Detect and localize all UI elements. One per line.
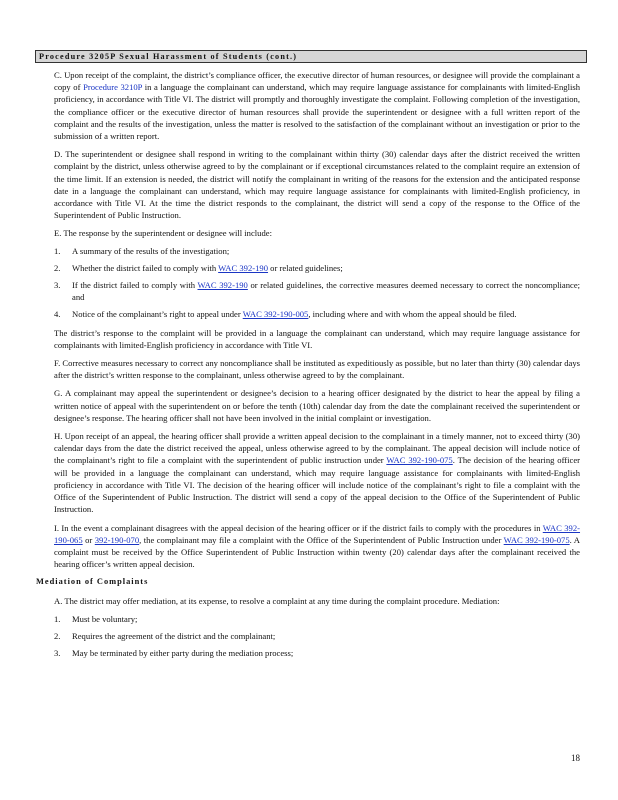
list-number: 1. [54, 613, 61, 624]
page-number: 18 [571, 753, 580, 763]
wac-392-190-075-link[interactable]: WAC 392-190-075 [503, 534, 570, 545]
response-language-paragraph: The district’s response to the complaint will be provided in a language the complainant can understand, which may require language assistance for complainants with limited-English proficiency in accordance with Title VI. [54, 327, 580, 350]
paragraph-i-text-cont: . A complaint must be received by the Office Superintendent of Public Instruction within twenty (20) calendar days after the complainant received the hearing officer’s written appeal decision. [54, 534, 580, 570]
list-item-text: Requires the agreement of the district and the complainant; [72, 630, 276, 641]
paragraph-h-text-cont: . The decision of the hearing officer will be provided in a language the complainant can understand, which may require language assistance for complainants with limited-English proficiency in accordance with Title VI. The decision of the hearing officer will include notice of the complainant’s right to file a complaint with the Office of the Superintendent of Public Instruction. The district will send a copy of the appeal decision to the Office of the Superintendent of Public Instruction. [54, 455, 581, 515]
paragraph-g: G. A complainant may appeal the superintendent or designee’s decision to a hearing officer designated by the district to hear the appeal by filing a written notice of appeal with the superintendent on or before the tenth (10th) calendar day from the date the complainant received the superintendent or designee’s response. The hearing officer shall not have been involved in the initial complaint or investigation. [54, 388, 580, 423]
paragraph-c-text-cont: in a language the complainant can understand, which may require language assistance for complainants with limited-English proficiency, in accordance with Title VI. The district will promptly and thoroughly investigate the complaint. Following completion of the investigation, the compliance officer or the executive director of human resources shall provide the superintendent or designee with a full written report of the complaint and the results of the investigation, unless the matter is resolved to the satisfaction of the complainant without an investigation or prior to the submission of a written report. [54, 82, 580, 142]
list-item-text: or related guidelines, the corrective measures deemed necessary to correct the noncompliance; and [72, 280, 581, 303]
wac-392-190-link[interactable]: WAC 392-190 [218, 262, 269, 273]
list-item-text: , including where and with whom the appeal should be filed. [308, 309, 517, 320]
mediation-paragraph-a: A. The district may offer mediation, at its expense, to resolve a complaint at any time during the complaint procedure. Mediation: [54, 595, 500, 606]
paragraph-i-text: , the complainant may file a complaint with the Office of the Superintendent of Public Instruction under [139, 534, 504, 545]
list-item-text: Whether the district failed to comply with [72, 262, 219, 273]
list-item-text: Must be voluntary; [72, 613, 138, 624]
mediation-heading: Mediation of Complaints [36, 577, 149, 587]
list-number: 4. [54, 309, 61, 320]
procedure-3210p-link[interactable]: Procedure 3210P [83, 82, 143, 93]
paragraph-i [54, 522, 580, 571]
list-item [54, 630, 580, 642]
list-item-text: or related guidelines; [268, 262, 343, 273]
paragraph-i-text: or [82, 534, 95, 545]
list-number: 3. [54, 648, 61, 659]
paragraph-i-text: I. In the event a complainant disagrees with the appeal decision of the hearing officer or if the district fails to comply with the procedures in [54, 522, 543, 533]
paragraph-f: F. Corrective measures necessary to correct any noncompliance shall be instituted as expeditiously as possible, but no later than thirty (30) calendar days after the district’s written response to the complainant, unless otherwise agreed to by the complainant. [54, 358, 580, 381]
list-number: 2. [54, 262, 61, 273]
document-body [36, 69, 581, 665]
list-item [54, 613, 580, 625]
paragraph-c-text: C. Upon receipt of the complaint, the district’s compliance officer, the executive director of human resources, or designee will provide the complainant a copy of [54, 70, 580, 93]
list-number: 1. [54, 245, 61, 256]
wac-392-190-075-link[interactable]: WAC 392-190-075 [386, 455, 453, 466]
paragraph-c [54, 69, 580, 142]
procedure-header: Procedure 3205P Sexual Harassment of Students (cont.) [35, 50, 587, 63]
list-item-text: Notice of the complainant’s right to appeal under [72, 309, 243, 320]
wac-392-190-070-link[interactable]: 392-190-070 [94, 534, 140, 545]
paragraph-h-text: H. Upon receipt of an appeal, the hearing officer shall provide a written appeal decision to the complainant in a timely manner, not to exceed thirty (30) calendar days from the date the district received the appeal, unless otherwise agreed to by the complainant. The appeal decision will include notice of the complainant’s right to file a complaint with the superintendent of public instruction under [54, 431, 580, 466]
list-item-text: May be terminated by either party during the mediation process; [72, 648, 294, 659]
list-item [54, 308, 580, 320]
list-number: 3. [54, 280, 61, 291]
list-item [54, 262, 580, 274]
wac-392-190-005-link[interactable]: WAC 392-190-005 [242, 309, 309, 320]
wac-392-190-065-link[interactable]: WAC 392-190-065 [54, 522, 581, 545]
list-item [54, 279, 580, 303]
response-items-list [54, 245, 580, 321]
list-item-text: A summary of the results of the investigation; [72, 245, 230, 256]
list-item [54, 647, 580, 659]
wac-392-190-link[interactable]: WAC 392-190 [197, 280, 248, 291]
paragraph-d: D. The superintendent or designee shall respond in writing to the complainant within thirty (30) calendar days after the district received the written complaint by the district, unless otherwise agreed to by the complainant or if exceptional circumstances related to the complaint require an extension of the time limit. If an extension is needed, the district will notify the complainant in writing of the reasons for the extension and the anticipated response date in a language the complainant can understand, which may require language assistance for complainants with limited-English proficiency, in accordance with Title VI. At the time the district responds to the complainant, the district will send a copy of the response to the Office of the Superintendent of Public Instruction. [54, 149, 580, 221]
mediation-items-list [54, 613, 580, 660]
list-item-text: If the district failed to comply with [72, 280, 198, 291]
list-item [54, 245, 580, 257]
paragraph-e-intro: E. The response by the superintendent or designee will include: [54, 228, 272, 239]
paragraph-h [54, 430, 580, 515]
list-number: 2. [54, 630, 61, 641]
